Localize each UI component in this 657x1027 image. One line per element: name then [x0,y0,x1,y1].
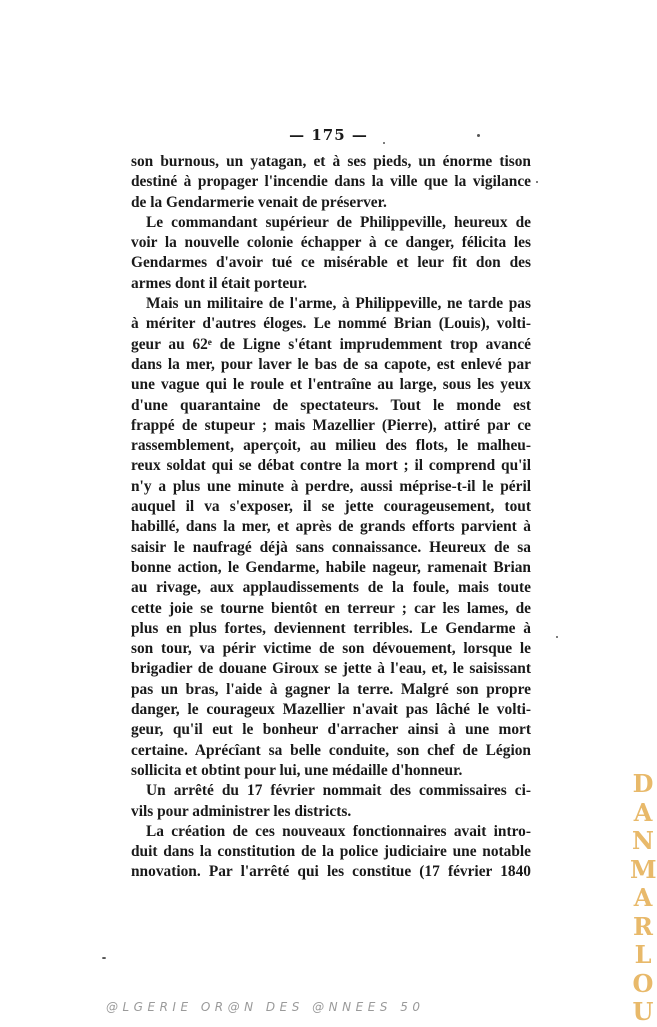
text-line: armes dont il était porteur. [131,274,307,292]
footer-watermark: @LGERIE OR@N DES @NNEES 50 [106,1000,425,1014]
scan-speck [536,181,538,183]
text-line: frappé de stupeur ; mais Mazellier (Pierre), attiré par ce [131,416,531,434]
text-line: vils pour administrer les districts. [131,802,352,820]
scan-speck [102,957,106,959]
body-text [131,152,531,883]
text-line: brigadier de douane Giroux se jette à l'eau, et, le saisissant [131,660,531,678]
text-line: rassemblement, aperçoit, au milieu des flots, le malheu- [131,437,531,455]
text-line: d'une quarantaine de spectateurs. Tout le monde est [131,396,531,414]
text-line: La création de ces nouveaux fonctionnaires avait intro- [146,822,531,840]
text-line: de la Gendarmerie venait de préserver. [131,193,387,211]
text-line: n'y a plus une minute à perdre, aussi méprise-t-il le péril [131,477,531,495]
text-line: reux soldat qui se débat contre la mort ; il comprend qu'il [131,457,531,475]
text-line: certaine. Aprécîant sa belle conduite, son chef de Légion [131,741,531,759]
text-line: bonne action, le Gendarme, habile nageur, ramenait Brian [131,558,531,576]
text-line: nnovation. Par l'arrêté qui les constitue (17 février 1840 [131,863,531,881]
text-line: Un arrêté du 17 février nommait des commissaires ci- [146,782,531,800]
text-line: geur au 62ᵉ de Ligne s'étant imprudemment trop avancé [131,335,531,353]
text-line: Gendarmes d'avoir tué ce misérable et leur fit don des [131,254,531,272]
text-line: destiné à propager l'incendie dans la ville que la vigilance [131,173,531,191]
text-line: cette joie se tourne bientôt en terreur ; car les lames, de [131,599,531,617]
text-line: dans la mer, pour laver le bas de sa capote, est enlevé par [131,355,531,373]
text-line: Le commandant supérieur de Philippeville, heureux de [146,213,531,231]
text-line: au rivage, aux applaudissements de la foule, mais toute [131,579,531,597]
text-line: pas un bras, l'aide à gagner la terre. Malgré son propre [131,680,531,698]
text-line: duit dans la constitution de la police judiciaire une notable [131,843,531,861]
scan-speck [477,134,480,137]
text-line: plus en plus fortes, deviennent terribles. Le Gendarme à [131,619,531,637]
scan-speck [383,142,385,144]
page-number: — 175 — [289,126,368,144]
text-line: auquel il va s'exposer, il se jette courageusement, tout [131,498,531,516]
text-line: Mais un militaire de l'arme, à Philippeville, ne tarde pas [146,295,531,313]
text-line: une vague qui le roule et l'entraîne au large, sous les yeux [131,376,531,394]
text-line: saisir le naufragé déjà sans connaissance. Heureux de sa [131,538,531,556]
scan-speck [556,636,558,638]
text-line: à mériter d'autres éloges. Le nommé Brian (Louis), volti- [131,315,531,333]
text-line: son burnous, un yatagan, et à ses pieds, un énorme tison [131,153,531,170]
text-line: danger, le courageux Mazellier n'avait pas lâché le volti- [131,701,531,719]
text-line: voir la nouvelle colonie échapper à ce danger, félicita les [131,234,531,252]
vertical-watermark: D A N M A R L O U [630,769,657,1026]
text-line: habillé, dans la mer, et après de grands efforts parvient à [131,518,531,536]
text-line: son tour, va périr victime de son dévouement, lorsque le [131,640,531,658]
text-line: sollicita et obtint pour lui, une médaille d'honneur. [131,761,463,779]
text-line: geur, qu'il eut le bonheur d'arracher ainsi à une mort [131,721,531,739]
